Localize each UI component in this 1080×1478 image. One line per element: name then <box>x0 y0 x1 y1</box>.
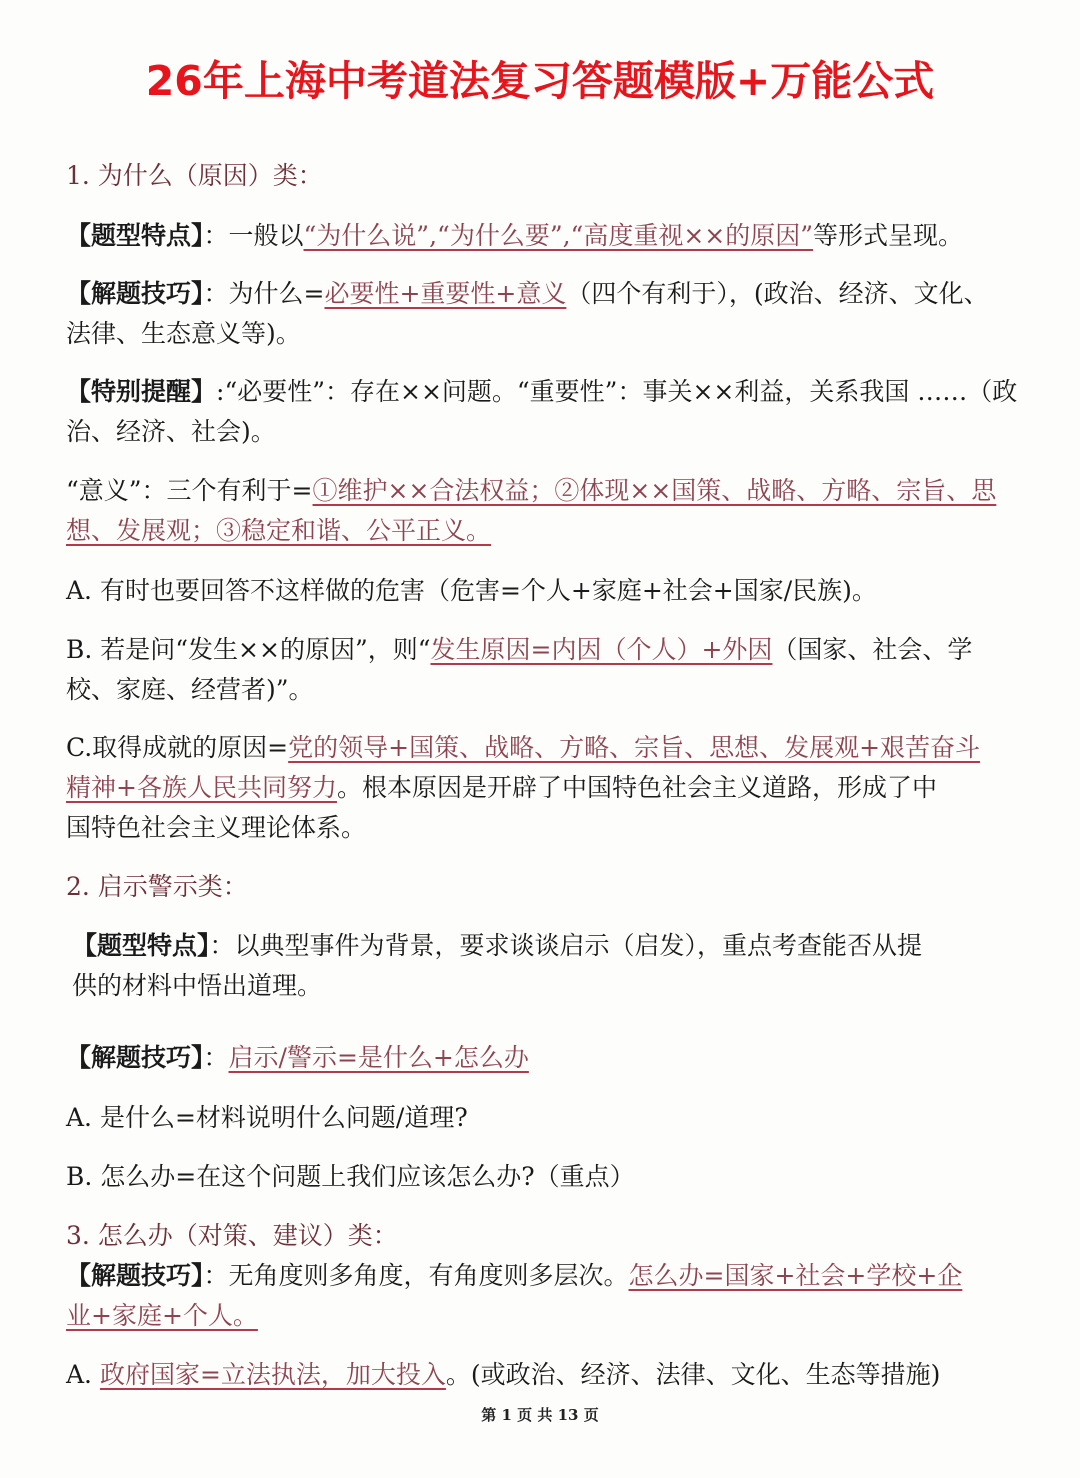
s2-item-a: A. 是什么=材料说明什么问题/道理? <box>66 1103 468 1132</box>
s1-yy-text-a: “意义”：三个有利于= <box>66 476 313 505</box>
s1-technique-line-2: 法律、生态意义等)。 <box>66 319 301 348</box>
s3-technique-line-1 <box>66 1256 1026 1296</box>
s3-a-text-b: 。(或政治、经济、法律、文化、生态等措施) <box>445 1360 941 1389</box>
s1-c-underlined-2: 精神+各族人民共同努力 <box>66 773 337 802</box>
s2-question-type-line-2: 供的材料中悟出道理。 <box>72 971 323 1000</box>
s3-jq-label: 【解题技巧】 <box>66 1261 204 1290</box>
page-number-footer: 第 1 页 共 13 页 <box>481 1406 599 1424</box>
s1-jq-underlined: 必要性+重要性+意义 <box>324 279 567 308</box>
s1-tb-label: 【特别提醒】 <box>66 377 217 406</box>
s1-meaning-line-2 <box>66 511 1026 551</box>
s1-tx-underlined: “为什么说”,“为什么要”,“高度重视××的原因” <box>303 221 814 250</box>
s1-c-text-a: C.取得成就的原因= <box>66 733 289 762</box>
s3-technique-line-2 <box>66 1296 1026 1336</box>
s1-c-text-b: 。根本原因是开辟了中国特色社会主义道路，形成了中 <box>336 773 937 802</box>
s1-reminder-line-1 <box>66 372 1026 412</box>
s1-jq-text-a: ：为什么= <box>203 279 325 308</box>
s1-technique-line-1 <box>66 274 1026 314</box>
s1-item-a: A. 有时也要回答不这样做的危害（危害=个人+家庭+社会+国家/民族)。 <box>66 576 877 605</box>
s2-tx-label: 【题型特点】 <box>72 931 210 960</box>
s1-meaning-line-1 <box>66 471 1026 511</box>
s2-tx-text-a: ：以典型事件为背景，要求谈谈启示（启发），重点考查能否从提 <box>209 931 923 960</box>
s2-jq-text-a: ： <box>203 1043 229 1072</box>
s1-tb-text-a: :“必要性”：存在××问题。“重要性”：事关××利益，关系我国 ……（政 <box>216 377 1018 406</box>
s3-item-a <box>66 1355 1026 1395</box>
s1-tx-text-b: 等形式呈现。 <box>813 221 964 250</box>
s1-yy-underlined-1: ①维护××合法权益；②体现××国策、战略、方略、宗旨、思 <box>312 476 997 505</box>
s2-jq-label: 【解题技巧】 <box>66 1043 204 1072</box>
s2-technique-line <box>66 1038 1026 1078</box>
s1-c-underlined-1: 党的领导+国策、战略、方略、宗旨、思想、发展观+艰苦奋斗 <box>288 733 981 762</box>
s2-item-b: B. 怎么办=在这个问题上我们应该怎么办?（重点） <box>66 1162 635 1191</box>
s1-item-c-line-2 <box>66 768 1026 808</box>
section-1-heading: 1. 为什么（原因）类： <box>66 161 323 190</box>
s2-jq-underlined: 启示/警示=是什么+怎么办 <box>228 1043 529 1072</box>
s1-item-b-line-2: 校、家庭、经营者)”。 <box>66 675 314 704</box>
s3-jq-underlined-1: 怎么办=国家+社会+学校+企 <box>628 1261 963 1290</box>
s1-item-c-line-1 <box>66 728 1026 768</box>
s3-jq-underlined-2: 业+家庭+个人。 <box>66 1301 258 1330</box>
s1-reminder-line-2: 治、经济、社会)。 <box>66 417 276 446</box>
section-2-heading: 2. 启示警示类： <box>66 872 248 901</box>
s1-question-type-line <box>66 216 1026 256</box>
section-3-heading: 3. 怎么办（对策、建议）类： <box>66 1221 398 1250</box>
s3-jq-text-a: ：无角度则多角度，有角度则多层次。 <box>203 1261 629 1290</box>
s1-jq-text-b: （四个有利于），(政治、经济、文化、 <box>566 279 989 308</box>
s1-item-b-line-1 <box>66 630 1026 670</box>
s3-a-underlined: 政府国家=立法执法，加大投入 <box>99 1360 446 1389</box>
s1-b-text-a: B. 若是问“发生××的原因”，则“ <box>66 635 431 664</box>
document-title: 26年上海中考道法复习答题模版+万能公式 <box>145 57 935 105</box>
s2-question-type-line-1 <box>72 926 1032 966</box>
s1-item-c-line-3: 国特色社会主义理论体系。 <box>66 813 367 842</box>
s3-a-text-a: A. <box>66 1360 100 1389</box>
s1-b-text-b: （国家、社会、学 <box>772 635 973 664</box>
s1-tx-text-a: ：一般以 <box>203 221 304 250</box>
s1-tx-label: 【题型特点】 <box>66 221 204 250</box>
s1-yy-underlined-2: 想、发展观；③稳定和谐、公平正义。 <box>66 516 492 545</box>
s1-b-underlined: 发生原因=内因（个人）+外因 <box>430 635 773 664</box>
s1-jq-label: 【解题技巧】 <box>66 279 204 308</box>
